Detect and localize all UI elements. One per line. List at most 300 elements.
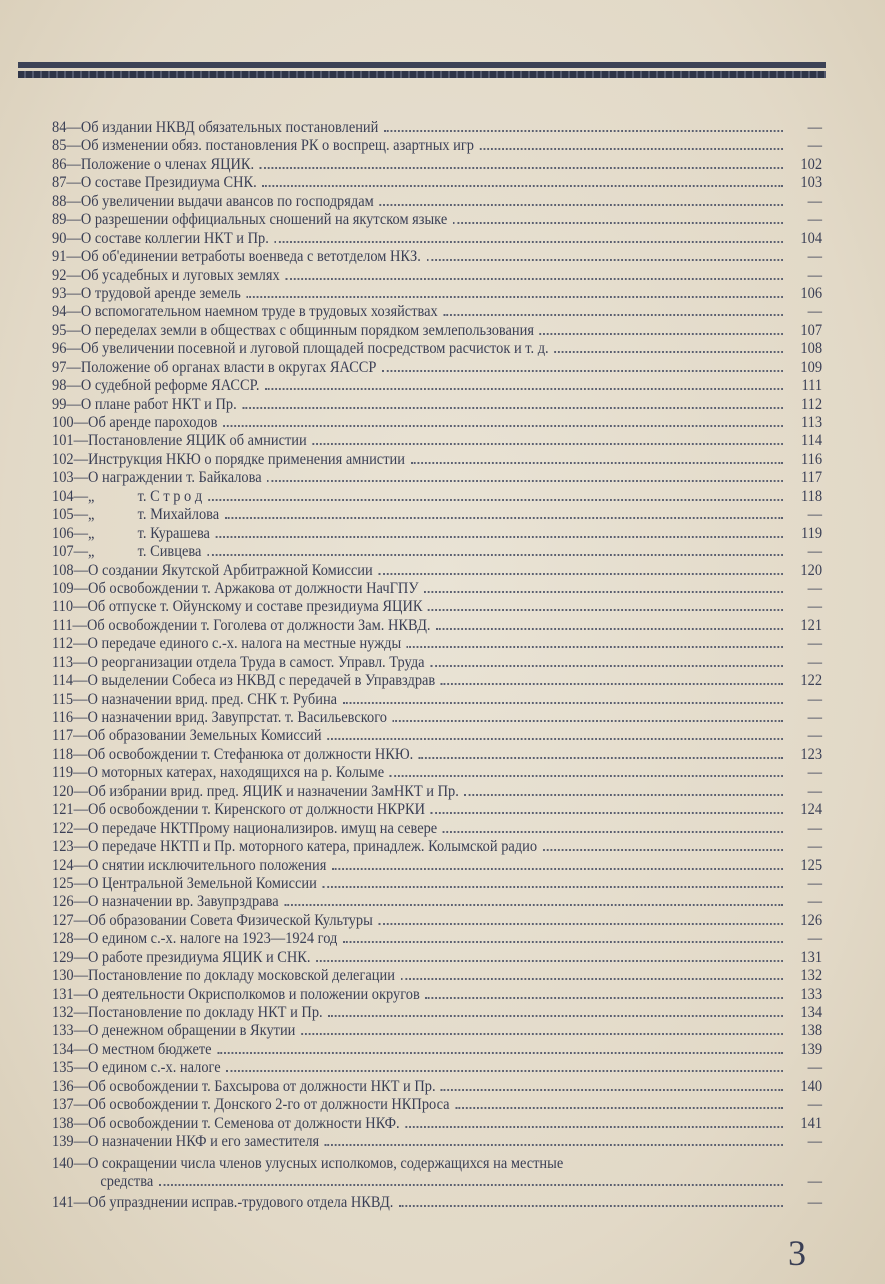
toc-entry (52, 949, 822, 967)
entry-page: 140 (800, 1077, 823, 1095)
entry-dash: — (73, 1096, 89, 1114)
toc-entry-140-cont (52, 1173, 822, 1191)
toc-entry (52, 1041, 822, 1059)
toc-entry (52, 543, 822, 561)
toc-entry (52, 654, 822, 672)
entry-dash: — (73, 893, 89, 911)
toc-entry (52, 359, 822, 377)
toc-entry (52, 211, 822, 229)
entry-page: 113 (800, 414, 823, 431)
dot-leader (384, 130, 783, 132)
entry-dash: — (66, 395, 81, 413)
entry-number: 89 (52, 211, 67, 229)
entry-number: 103 (52, 469, 74, 487)
dot-leader (443, 831, 783, 833)
toc-entry (52, 506, 822, 524)
entry-dash: — (73, 450, 89, 468)
dot-leader (399, 1205, 783, 1207)
entry-title: О передаче НКТПрому национализиров. имущ на севере (88, 819, 438, 837)
entry-page: 139 (800, 1040, 823, 1058)
entry-dash: — (73, 967, 89, 985)
dot-leader (543, 849, 783, 851)
entry-page: — (807, 1133, 823, 1151)
entry-dash: — (73, 838, 89, 856)
entry-page: — (807, 303, 823, 321)
entry-page: 126 (800, 911, 823, 929)
entry-number: 134 (52, 1040, 74, 1058)
entry-number: 96 (52, 340, 67, 358)
entry-number: 115 (52, 690, 74, 708)
dot-leader (425, 997, 783, 999)
entry-page: 106 (800, 284, 823, 302)
entry-number: 106 (52, 524, 74, 542)
toc-entry (52, 119, 822, 137)
entry-number: 112 (52, 635, 74, 653)
entry-page: 133 (800, 985, 823, 1003)
dot-leader (343, 702, 783, 704)
entry-page: 125 (800, 856, 823, 874)
entry-dash: — (73, 745, 88, 763)
entry-title: О назначении врид. пред. СНК т. Рубина (87, 690, 338, 708)
entry-title: Об упразднении исправ.-трудового отдела НКВД. (88, 1194, 394, 1212)
entry-dash: — (73, 653, 88, 671)
entry-title: Об освобождении т. Стефанюка от должности НКЮ. (87, 745, 414, 763)
table-of-contents (52, 119, 822, 1213)
entry-page: — (807, 579, 823, 597)
entry-dash: — (73, 985, 89, 1003)
entry-title: „ т. Михайлова (88, 506, 220, 524)
entry-number: 93 (52, 284, 67, 302)
dot-leader (554, 351, 783, 353)
entry-dash: — (66, 266, 81, 284)
dot-leader (274, 241, 783, 243)
dot-leader (378, 923, 783, 925)
entry-title: О назначении НКФ и его заместителя (88, 1133, 320, 1151)
dot-leader (216, 536, 783, 538)
entry-dash: — (73, 930, 89, 948)
entry-page: 141 (800, 1114, 823, 1132)
entry-title: Постановление по докладу московской делегации (88, 967, 395, 985)
entry-title: О снятии исключительного положения (88, 856, 327, 874)
dot-leader (424, 591, 783, 593)
entry-dash: — (66, 174, 81, 192)
toc-entry (52, 1059, 822, 1077)
entry-dash: — (66, 377, 81, 395)
entry-page: 120 (800, 561, 823, 579)
entry-page: 124 (800, 801, 823, 819)
entry-number: 141 (52, 1194, 74, 1212)
toc-entry (52, 820, 822, 838)
entry-dash: — (73, 727, 88, 745)
entry-number: 132 (52, 1004, 74, 1021)
toc-entry (52, 303, 822, 321)
entry-number: 87 (52, 174, 67, 192)
entry-page: 134 (800, 1004, 823, 1021)
dot-leader (378, 573, 783, 575)
dot-leader (260, 167, 783, 169)
entry-dash: — (73, 598, 88, 616)
entry-dash: — (73, 856, 89, 874)
entry-page: — (807, 690, 823, 708)
entry-number: 111 (52, 616, 73, 634)
toc-entry (52, 672, 822, 690)
toc-entry (52, 432, 822, 450)
entry-dash: — (73, 579, 89, 597)
entry-title: О выделении Собеса из НКВД с передачей в Управздрав (87, 672, 436, 690)
toc-entry (52, 1115, 822, 1133)
entry-title: Об об'единении ветработы военведа с ветотделом НКЗ. (80, 248, 421, 266)
entry-dash: — (66, 155, 81, 173)
dot-leader (217, 1052, 783, 1054)
entry-title: О местном бюджете (88, 1040, 212, 1058)
entry-page: 108 (800, 340, 823, 358)
entry-page: — (807, 506, 823, 524)
dot-leader (225, 517, 783, 519)
header-rule-top (18, 62, 826, 68)
dot-leader (242, 407, 783, 409)
entry-page: — (807, 248, 823, 266)
entry-dash: — (73, 709, 88, 726)
toc-entry (52, 285, 822, 303)
entry-dash: — (73, 948, 89, 966)
entry-title: О трудовой аренде земель (80, 284, 241, 302)
entry-title: „ т. Сивцева (88, 543, 202, 561)
entry-number: 85 (52, 137, 67, 155)
dot-leader (453, 222, 783, 224)
entry-page: 103 (800, 174, 823, 192)
entry-dash: — (73, 874, 89, 892)
dot-leader (405, 1126, 783, 1128)
entry-page: — (807, 635, 823, 653)
toc-entry (52, 248, 822, 266)
header-rule-bottom (18, 71, 826, 78)
entry-dash: — (73, 782, 89, 800)
toc-entry (52, 598, 822, 616)
entry-dash: — (66, 340, 81, 358)
toc-entry (52, 801, 822, 819)
toc-entry-140: 140—О сокращении числа членов улусных исполкомов, содержащихся на местные (52, 1154, 564, 1172)
toc-entry (52, 838, 822, 856)
entry-title: Об отпуске т. Ойунскому и составе президиума ЯЦИК (87, 598, 423, 616)
entry-dash: — (73, 635, 88, 653)
entry-page: 122 (800, 672, 823, 690)
dot-leader (343, 941, 783, 943)
entry-number: 127 (52, 911, 74, 929)
entry-number: 101 (52, 432, 74, 450)
entry-number: 95 (52, 321, 67, 339)
entry-title: О составе коллегии НКТ и Пр. (80, 229, 269, 247)
dot-leader (226, 1070, 783, 1072)
dot-leader (262, 185, 783, 187)
entry-title: Об освобождении т. Бахсырова от должности НКТ и Пр. (88, 1077, 436, 1095)
toc-entry (52, 451, 822, 469)
entry-title: Об освобождении т. Аржакова от должности НачГПУ (88, 579, 419, 597)
entry-dash: — (73, 690, 88, 708)
entry-title: О денежном обращении в Якутии (88, 1022, 296, 1040)
entry-number: 138 (52, 1114, 74, 1132)
entry-title: О вспомогательном наемном труде в трудовых хозяйствах (80, 303, 438, 321)
entry-page: — (807, 1096, 823, 1114)
dot-leader (316, 960, 783, 962)
toc-entry (52, 267, 822, 285)
entry-page: 104 (800, 229, 823, 247)
toc-entry (52, 783, 822, 801)
entry-title: Об освобождении т. Киренского от должности НКРКИ (88, 801, 425, 819)
entry-page: 112 (800, 395, 823, 413)
entry-number: 116 (52, 709, 74, 726)
entry-page: 116 (800, 450, 823, 468)
toc-entry (52, 727, 822, 745)
toc-entry (52, 930, 822, 948)
toc-entry (52, 967, 822, 985)
entry-number: 94 (52, 303, 67, 321)
entry-title: О назначении врид. Завупрстат. т. Васильевского (87, 709, 388, 726)
entry-number: 128 (52, 930, 74, 948)
entry-dash: — (66, 321, 81, 339)
entry-dash: — (66, 211, 81, 229)
toc-entry (52, 691, 822, 709)
entry-number: 120 (52, 782, 74, 800)
entry-title: О разрешении оффициальных сношений на якутском языке (80, 211, 448, 229)
toc-entry (52, 635, 822, 653)
entry-number: 84 (52, 119, 67, 136)
dot-leader (407, 646, 783, 648)
dot-leader (431, 812, 783, 814)
entry-page: — (807, 874, 823, 892)
entry-number: 91 (52, 248, 67, 266)
entry-title: О назначении вр. Завупрздрава (88, 893, 279, 911)
toc-entry (52, 709, 822, 727)
toc-entry-141: 141 — Об упразднении исправ.-трудового отдела НКВД. — (52, 1194, 823, 1212)
entry-page: 118 (800, 487, 823, 505)
dot-leader (419, 757, 783, 759)
entry-title: О плане работ НКТ и Пр. (80, 395, 237, 413)
toc-entry (52, 912, 822, 930)
dot-leader (265, 388, 783, 390)
entry-title: Постановление по докладу НКТ и Пр. (88, 1004, 323, 1021)
entry-dash: — (66, 248, 81, 266)
toc-entry (52, 1133, 822, 1151)
toc-entry (52, 193, 822, 211)
entry-page: — (807, 709, 823, 726)
entry-page: 123 (800, 745, 823, 763)
entry-dash: — (73, 1040, 89, 1058)
dot-leader (430, 665, 783, 667)
toc-entry (52, 893, 822, 911)
entry-page: — (807, 598, 823, 616)
entry-dash: — (73, 487, 89, 505)
dot-leader (426, 259, 783, 261)
entry-title: Об избрании врид. пред. ЯЦИК и назначении ЗамНКТ и Пр. (88, 782, 459, 800)
entry-number: 140 (52, 1154, 74, 1172)
entry-number: 88 (52, 192, 67, 210)
entry-page: — (807, 653, 823, 671)
dot-leader (223, 425, 783, 427)
entry-title: Об увеличении выдачи авансов по господрядам (80, 192, 374, 210)
toc-entry (52, 580, 822, 598)
entry-number: 86 (52, 155, 67, 173)
entry-page: — (807, 727, 823, 745)
entry-title: О передаче НКТП и Пр. моторного катера, принадлеж. Колымской радио (88, 838, 538, 856)
entry-title: Постановление ЯЦИК об амнистии (88, 432, 307, 450)
entry-dash: — (73, 1077, 89, 1095)
entry-title: Об аренде пароходов (88, 414, 218, 431)
entry-dash: — (73, 414, 89, 431)
entry-page: — (807, 119, 823, 136)
toc-entry (52, 746, 822, 764)
entry-title: Об усадебных и луговых землях (80, 266, 280, 284)
entry-number: 99 (52, 395, 67, 413)
entry-dash: — (73, 819, 89, 837)
entry-number: 98 (52, 377, 67, 395)
entry-dash: — (66, 192, 81, 210)
entry-title: О едином с.-х. налоге (88, 1059, 221, 1077)
entry-page: — (807, 930, 823, 948)
entry-page: — (807, 192, 823, 210)
entry-title: О деятельности Окрисполкомов и положении округов (88, 985, 420, 1003)
page-number: 3 (788, 1233, 806, 1273)
entry-title: О создании Якутской Арбитражной Комиссии (88, 561, 373, 579)
toc-entry (52, 414, 822, 432)
dot-leader (455, 1107, 783, 1109)
entry-page: 102 (800, 155, 823, 173)
entry-number: 100 (52, 414, 74, 431)
toc-entry (52, 857, 822, 875)
dot-leader (328, 1015, 783, 1017)
dot-leader (159, 1184, 783, 1186)
entry-dash: — (73, 543, 89, 561)
dot-leader (411, 462, 783, 464)
entry-page: — (807, 266, 823, 284)
entry-title-line2: средства (100, 1172, 154, 1190)
entry-page: 109 (800, 358, 823, 376)
dot-leader (393, 720, 783, 722)
entry-title: Об освобождении т. Гоголева от должности Зам. НКВД. (86, 616, 431, 634)
entry-number: 118 (52, 745, 74, 763)
dot-leader (382, 370, 783, 372)
toc-entry (52, 469, 822, 487)
entry-title: О передаче единого с.-х. налога на местные нужды (87, 635, 402, 653)
entry-number: 124 (52, 856, 74, 874)
entry-dash: — (73, 1022, 89, 1040)
entry-title: О награждении т. Байкалова (88, 469, 262, 487)
entry-title: О работе президиума ЯЦИК и СНК. (88, 948, 311, 966)
entry-title: Об образовании Земельных Комиссий (87, 727, 322, 745)
entry-title: Об увеличении посевной и луговой площадей посредством расчисток и т. д. (80, 340, 549, 358)
entry-number: 123 (52, 838, 74, 856)
entry-dash: — (66, 358, 81, 376)
dot-leader (312, 443, 783, 445)
entry-page: 117 (800, 469, 823, 487)
entry-page: — (807, 819, 823, 837)
toc-entry (52, 340, 822, 358)
entry-title: О Центральной Земельной Комиссии (88, 874, 317, 892)
entry-title: О реорганизации отдела Труда в самост. Управл. Труда (87, 653, 425, 671)
entry-page: — (807, 137, 823, 155)
dot-leader (301, 1033, 783, 1035)
toc-entry (52, 230, 822, 248)
entry-page: — (807, 782, 823, 800)
entry-dash: — (73, 469, 89, 487)
entry-number: 114 (52, 672, 74, 690)
entry-page: — (807, 1194, 823, 1212)
entry-dash: — (66, 284, 81, 302)
entry-number: 113 (52, 653, 74, 671)
toc-entry (52, 488, 822, 506)
dot-leader (246, 296, 783, 298)
entry-page: — (807, 543, 823, 561)
toc-entry (52, 156, 822, 174)
entry-title: Положение о членах ЯЦИК. (80, 155, 255, 173)
entry-number: 133 (52, 1022, 74, 1040)
dot-leader (284, 904, 783, 906)
dot-leader (401, 978, 783, 980)
entry-title: Об освобождении т. Донского 2-го от должности НКПроса (88, 1096, 450, 1114)
entry-dash: — (73, 1059, 89, 1077)
entry-dash: — (73, 524, 89, 542)
entry-page: — (807, 764, 823, 782)
toc-entry (52, 137, 822, 155)
dot-leader (208, 499, 783, 501)
entry-number: 107 (52, 543, 74, 561)
entry-page: — (807, 893, 823, 911)
entry-page: 132 (800, 967, 823, 985)
entry-title: „ т. Курашева (88, 524, 210, 542)
entry-page: 114 (800, 432, 823, 450)
entry-title: О моторных катерах, находящихся на р. Колыме (87, 764, 385, 782)
entry-dash: — (73, 432, 89, 450)
entry-title: Об изменении обяз. постановления РК о воспрещ. азартных игр (80, 137, 475, 155)
entry-title: Инструкция НКЮ о порядке применения амнистии (88, 450, 405, 468)
dot-leader (327, 738, 783, 740)
toc-entry (52, 617, 822, 635)
entry-dash: — (72, 616, 87, 634)
entry-dash: — (66, 303, 81, 321)
entry-title: О переделах земли в обществах с общинным порядком землепользования (80, 321, 534, 339)
entry-page: — (807, 1172, 823, 1190)
toc-entry (52, 377, 822, 395)
entry-number: 135 (52, 1059, 74, 1077)
toc-entry (52, 1022, 822, 1040)
entry-number: 104 (52, 487, 74, 505)
toc-entry (52, 986, 822, 1004)
entry-number: 125 (52, 874, 74, 892)
toc-entry (52, 562, 822, 580)
entry-number: 126 (52, 893, 74, 911)
entry-number: 109 (52, 579, 74, 597)
entry-dash: — (73, 1133, 89, 1151)
entry-number: 131 (52, 985, 74, 1003)
entry-dash: — (73, 506, 89, 524)
entry-title: „ т. С т р о д (88, 487, 203, 505)
entry-number: 105 (52, 506, 74, 524)
dot-leader (325, 1144, 783, 1146)
entry-dash: — (73, 911, 89, 929)
entry-title: Об образовании Совета Физической Культуры (88, 911, 373, 929)
entry-number: 130 (52, 967, 74, 985)
dot-leader (267, 480, 783, 482)
entry-number: 110 (52, 598, 74, 616)
entry-page: 138 (800, 1022, 823, 1040)
dot-leader (379, 204, 783, 206)
entry-number: 102 (52, 450, 74, 468)
toc-entry (52, 174, 822, 192)
dot-leader (428, 609, 783, 611)
entry-title: О составе Президиума СНК. (80, 174, 257, 192)
entry-page: 121 (800, 616, 823, 634)
toc-entry (52, 1078, 822, 1096)
toc-entry (52, 396, 822, 414)
